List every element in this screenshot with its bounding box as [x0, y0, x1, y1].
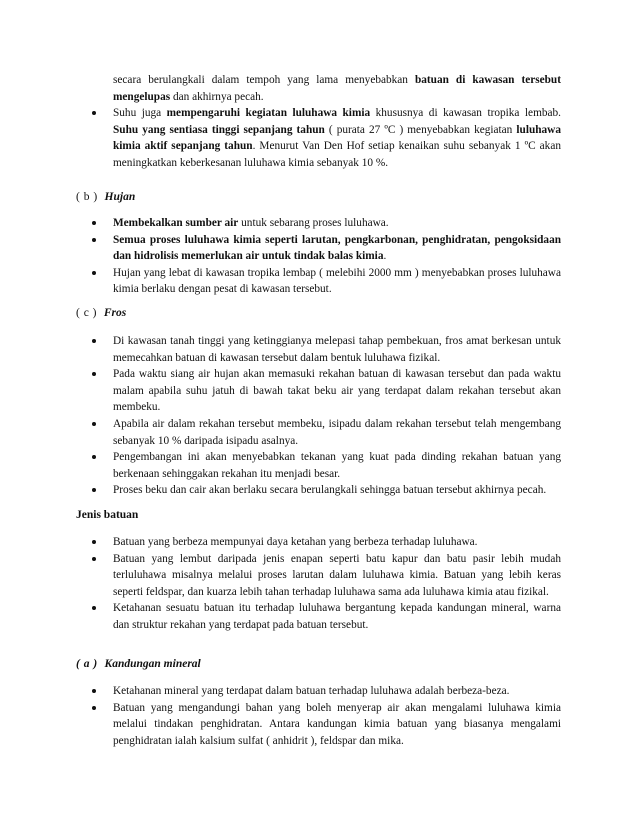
bullet-icon	[92, 372, 96, 376]
text-run: .	[383, 250, 387, 263]
text-run: Proses beku dan cair akan berlaku secara berulangkali sehingga batuan tersebut akhirnya pecah.	[113, 484, 547, 497]
list-item	[113, 366, 561, 416]
bullet-icon	[92, 706, 96, 710]
list-item	[113, 265, 561, 298]
jenis-list	[113, 534, 561, 634]
list-item	[113, 215, 561, 232]
text-run: ( purata 27 ºC ) menyebabkan kegiatan	[324, 123, 517, 136]
text-run: dan akhirnya pecah.	[170, 90, 264, 103]
section-title: Fros	[103, 307, 127, 319]
intro-block	[113, 72, 561, 172]
bullet-icon	[92, 488, 96, 492]
section-heading-kandungan-mineral	[76, 656, 201, 672]
section-mark: ( b )	[76, 191, 98, 203]
list-item	[113, 482, 561, 499]
text-run: Ketahanan sesuatu batuan itu terhadap luluhawa bergantung kepada kandungan mineral, warna dan struktur rekahan yang terdapat pada batuan tersebut.	[113, 602, 561, 631]
list-item	[113, 232, 561, 265]
text-run: Suhu juga	[113, 107, 167, 120]
text-run: secara berulangkali dalam tempoh yang lama menyebabkan	[113, 74, 415, 86]
list-item	[113, 683, 561, 700]
intro-continuation	[113, 72, 561, 105]
section-title: Hujan	[104, 191, 136, 203]
text-run: Apabila air dalam rekahan tersebut membeku, isipadu dalam rekahan tersebut telah mengembang sebanyak 10 % daripada isipadu asalnya.	[113, 417, 561, 447]
bold-text: batuan di kawasan tersebut mengelupas	[113, 74, 561, 103]
text-run: khususnya di kawasan tropika lembab.	[370, 107, 561, 120]
section-heading-jenis-batuan	[76, 507, 138, 523]
text-run: Pengembangan ini akan menyebabkan tekanan yang kuat pada dinding rekahan batuan yang berkenaan sehinggakan rekahan itu menjadi besar.	[113, 451, 561, 480]
bullet-icon	[92, 689, 96, 693]
list-item	[113, 105, 561, 171]
list-item	[113, 416, 561, 449]
section-heading-hujan	[76, 189, 135, 205]
text-run: Ketahanan mineral yang terdapat dalam batuan terhadap luluhawa adalah berbeza-beza.	[113, 685, 510, 697]
bullet-icon	[92, 339, 96, 343]
text-run: Batuan yang lembut daripada jenis enapan seperti batu kapur dan batu pasir lebih mudah terluluhawa misalnya melalui proses larutan dalam luluhawa kimia. Batuan yang lebih keras seperti feldspar, dan kuarza lebih tahan terhadap luluhawa sama ada luluhawa kimia atau fizikal.	[113, 552, 561, 598]
bullet-icon	[92, 238, 96, 242]
list-item	[113, 700, 561, 750]
section-mark: ( c )	[76, 307, 98, 319]
list-item	[113, 600, 561, 633]
hujan-list	[113, 215, 561, 298]
section-mark: ( a )	[76, 658, 98, 670]
section-title: Kandungan mineral	[104, 658, 201, 670]
bold-text: Membekalkan sumber air	[113, 217, 239, 229]
section-heading-fros	[76, 305, 126, 321]
list-item	[113, 551, 561, 601]
bold-text: Suhu yang sentiasa tinggi sepanjang tahun	[113, 123, 325, 136]
text-run: Hujan yang lebat di kawasan tropika lembap ( melebihi 2000 mm ) menyebabkan proses luluhawa kimia berlaku dengan pesat di kawasan tersebut.	[113, 266, 561, 296]
bullet-icon	[92, 606, 96, 610]
list-item	[113, 333, 561, 366]
text-run: untuk sebarang proses luluhawa.	[238, 217, 389, 229]
bullet-icon	[92, 557, 96, 561]
text-run: . Menurut Van Den Hof setiap kenaikan suhu sebanyak 1 ºC akan meningkatkan keberkesanan luluhawa kimia sebanyak 10 %.	[113, 140, 561, 169]
fros-list	[113, 333, 561, 499]
bullet-icon	[92, 455, 96, 459]
bullet-icon	[92, 422, 96, 426]
text-run: Pada waktu siang air hujan akan memasuki rekahan batuan di kawasan tersebut dan pada waktu malam apabila suhu jatuh di bawah takat beku air yang terdapat dalam rekahan tersebut akan membeku.	[113, 368, 561, 414]
text-run: Batuan yang berbeza mempunyai daya ketahan yang berbeza terhadap luluhawa.	[113, 536, 478, 548]
list-item	[113, 534, 561, 551]
text-run: Di kawasan tanah tinggi yang ketinggianya melepasi tahap pembekuan, fros amat berkesan untuk memecahkan batuan di kawasan tersebut dalam bentuk luluhawa fizikal.	[113, 335, 561, 364]
bullet-icon	[92, 271, 96, 275]
bullet-icon	[92, 540, 96, 544]
bullet-icon	[92, 111, 96, 115]
bold-text: luluhawa kimia aktif sepanjang tahun	[113, 123, 561, 153]
text-run: Batuan yang mengandungi bahan yang boleh menyerap air akan mengalami luluhawa kimia melalui tindakan penghidratan. Antara kandungan kimia batuan yang biasanya mengalami penghidratan ialah kalsium sulfat ( anhidrit ), feldspar dan mika.	[113, 701, 561, 747]
bold-text: Semua proses luluhawa kimia seperti larutan, pengkarbonan, penghidratan, pengoksidaan dan hidrolisis memerlukan air untuk tindak balas kimia	[113, 233, 561, 263]
section-title: Jenis batuan	[76, 509, 139, 521]
mineral-list	[113, 683, 561, 749]
list-item	[113, 449, 561, 482]
bullet-icon	[92, 221, 96, 225]
bold-text: mempengaruhi kegiatan luluhawa kimia	[166, 107, 371, 120]
